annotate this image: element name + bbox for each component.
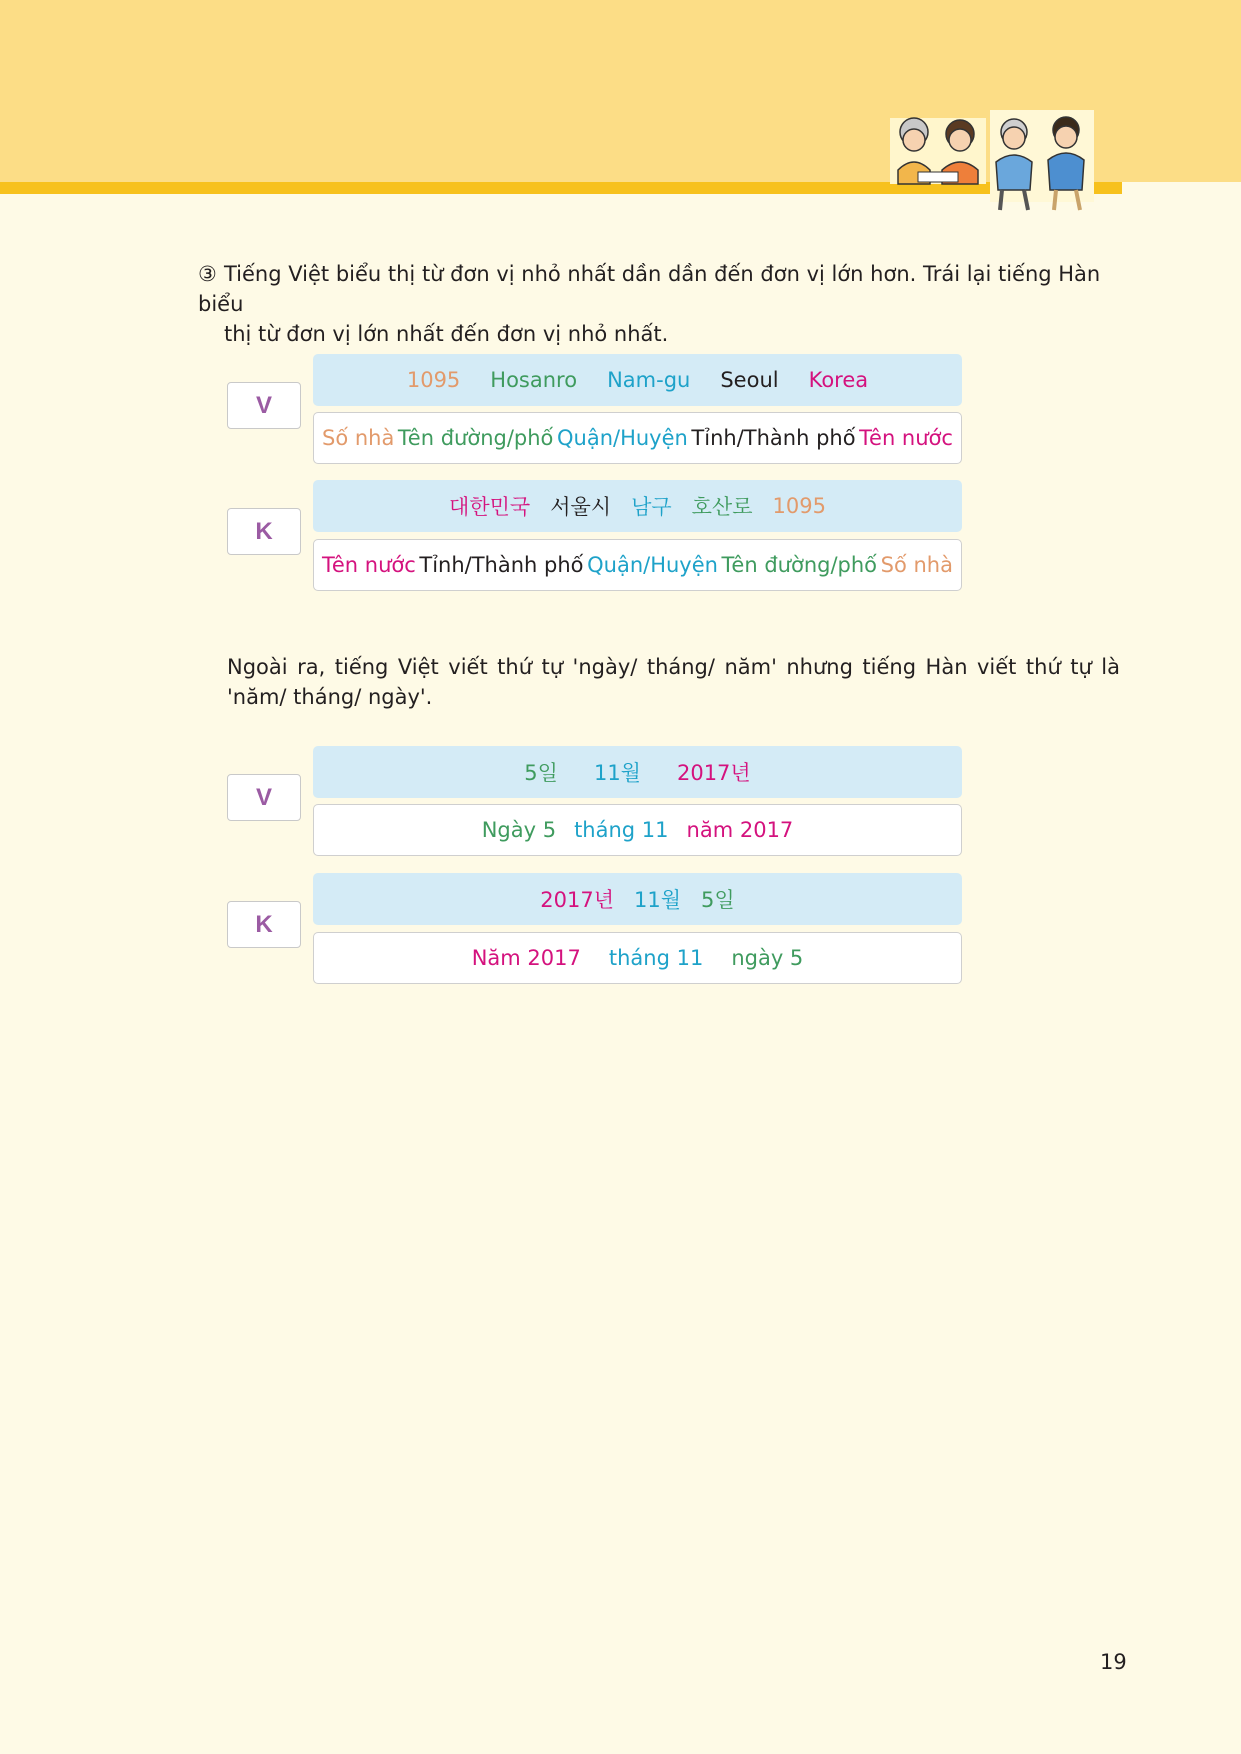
value-house-number: 1095 — [406, 368, 461, 392]
value-district: 남구 — [631, 495, 672, 519]
meaning-street: Tên đường/phố — [397, 426, 554, 450]
date-vietnamese-label: V — [227, 774, 301, 821]
date-vietnamese-meanings — [313, 804, 962, 856]
date-korean-values — [313, 873, 962, 925]
meaning-district: Quận/Huyện — [587, 553, 718, 577]
address-vietnamese-label: V — [227, 382, 301, 429]
meaning-district: Quận/Huyện — [556, 426, 688, 450]
value-district: Nam-gu — [607, 368, 691, 392]
meaning-month: tháng 11 — [574, 818, 669, 842]
value-city: 서울시 — [550, 495, 612, 519]
address-korean-label: K — [227, 508, 301, 555]
value-day: 5일 — [524, 761, 558, 785]
value-day: 5일 — [701, 888, 735, 912]
value-city: Seoul — [720, 368, 779, 392]
date-order-paragraph: Ngoài ra, tiếng Việt viết thứ tự 'ngày/ tháng/ năm' nhưng tiếng Hàn viết thứ tự là 'năm/ tháng/ ngày'. — [227, 655, 1120, 709]
meaning-day: ngày 5 — [731, 946, 804, 970]
people-conversation-illustration — [890, 110, 1096, 216]
value-country: 대한민국 — [449, 495, 531, 519]
value-year: 2017년 — [676, 761, 751, 785]
explanation-line-1: Tiếng Việt biểu thị từ đơn vị nhỏ nhất dần dần đến đơn vị lớn hơn. Trái lại tiếng Hàn biểu — [198, 262, 1101, 316]
explanation-paragraph — [198, 259, 1122, 349]
meaning-street: Tên đường/phố — [721, 553, 878, 577]
date-korean-label: K — [227, 901, 301, 948]
meaning-country: Tên nước — [859, 426, 953, 450]
date-korean-meanings — [313, 932, 962, 984]
meaning-year: năm 2017 — [686, 818, 794, 842]
meaning-day: Ngày 5 — [481, 818, 557, 842]
page-number: 19 — [1100, 1650, 1127, 1674]
meaning-house-number: Số nhà — [322, 426, 395, 450]
meaning-month: tháng 11 — [608, 946, 704, 970]
meaning-city: Tỉnh/Thành phố — [419, 553, 584, 577]
value-month: 11월 — [593, 761, 641, 785]
address-vietnamese-values — [313, 354, 962, 406]
value-street: 호산로 — [691, 495, 753, 519]
explanation-line-2: thị từ đơn vị lớn nhất đến đơn vị nhỏ nhất. — [224, 322, 669, 346]
address-korean-values — [313, 480, 962, 532]
meaning-year: Năm 2017 — [471, 946, 581, 970]
address-vietnamese-meanings — [313, 412, 962, 464]
date-vietnamese-values — [313, 746, 962, 798]
value-house-number: 1095 — [772, 494, 826, 518]
list-marker: ③ — [198, 262, 217, 286]
meaning-city: Tỉnh/Thành phố — [691, 426, 856, 450]
meaning-house-number: Số nhà — [880, 553, 953, 577]
meaning-country: Tên nước — [322, 553, 416, 577]
address-korean-meanings — [313, 539, 962, 591]
value-year: 2017년 — [540, 888, 615, 912]
value-country: Korea — [808, 368, 869, 392]
value-street: Hosanro — [490, 368, 578, 392]
value-month: 11월 — [634, 888, 682, 912]
